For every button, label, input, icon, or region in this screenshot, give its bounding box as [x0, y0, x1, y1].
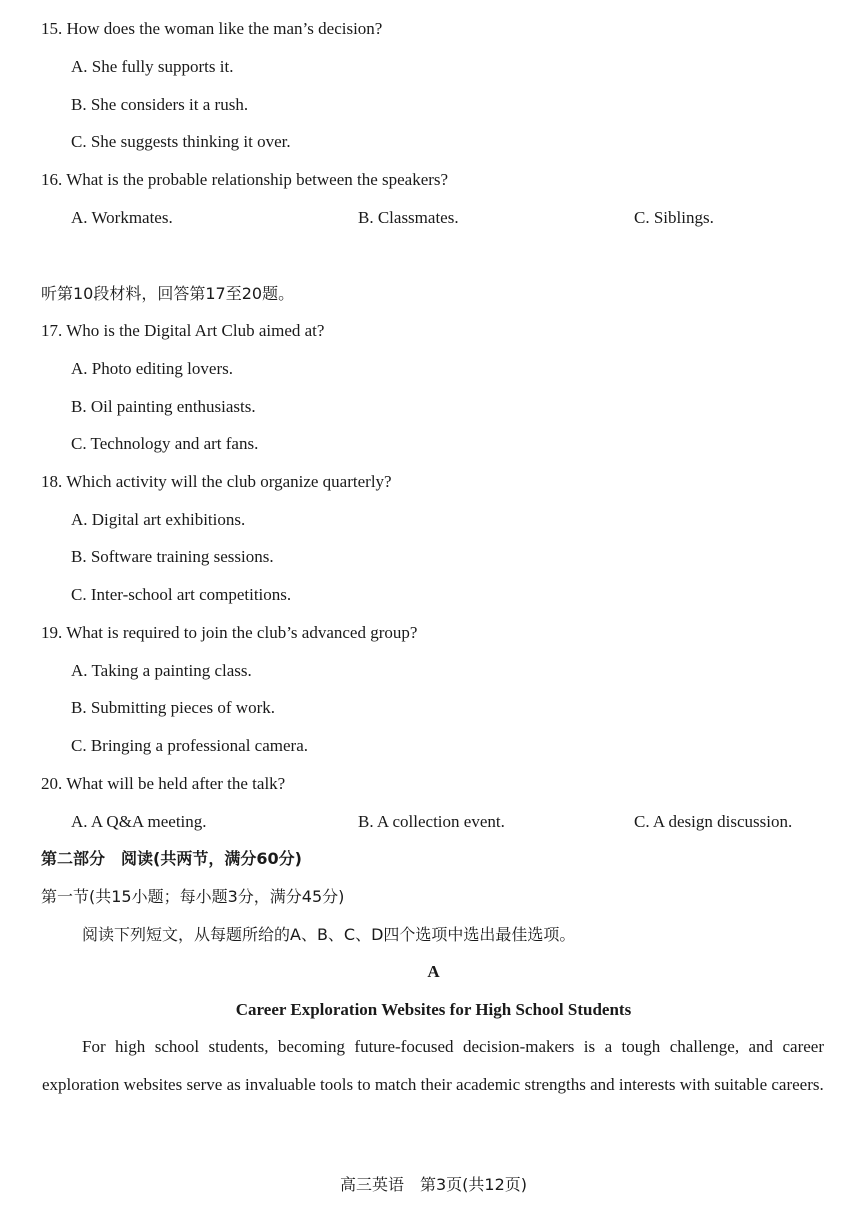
option-b: B. She considers it a rush.: [71, 95, 249, 114]
option-b: B. Software training sessions.: [71, 547, 274, 566]
option-b: B. A collection event.: [358, 812, 505, 831]
question-text: 19. What is required to join the club’s advanced group?: [41, 623, 418, 642]
option-a: A. Digital art exhibitions.: [71, 510, 246, 529]
passage-letter: A: [427, 962, 440, 981]
option-b: B. Submitting pieces of work.: [71, 698, 275, 717]
reading-instruction: 阅读下列短文，从每题所给的A、B、C、D四个选项中选出最佳选项。: [82, 925, 576, 944]
passage-paragraph: For high school students, becoming future-focused decision-makers is a tough challenge, and career exploration websites serve as invaluable tools to match their academic strengths and interests with suitable careers.: [42, 1037, 824, 1094]
question-text: 20. What will be held after the talk?: [41, 774, 286, 793]
option-a: A. A Q&A meeting.: [71, 812, 207, 831]
passage-title: Career Exploration Websites for High School Students: [235, 1000, 632, 1019]
option-c: C. Inter-school art competitions.: [71, 585, 292, 604]
question-text: 15. How does the woman like the man’s decision?: [41, 19, 383, 38]
section-instruction: 听第10段材料，回答第17至20题。: [41, 284, 295, 303]
option-a: A. She fully supports it.: [71, 57, 234, 76]
option-c: C. Technology and art fans.: [71, 434, 259, 453]
question-text: 18. Which activity will the club organize quarterly?: [41, 472, 392, 491]
option-c: C. Siblings.: [634, 208, 714, 227]
option-a: A. Taking a painting class.: [71, 661, 252, 680]
section-heading: 第一节(共15小题；每小题3分，满分45分): [41, 887, 345, 906]
option-c: C. Bringing a professional camera.: [71, 736, 308, 755]
question-text: 17. Who is the Digital Art Club aimed at?: [41, 321, 325, 340]
question-text: 16. What is the probable relationship between the speakers?: [41, 170, 449, 189]
option-b: B. Classmates.: [358, 208, 459, 227]
option-c: C. She suggests thinking it over.: [71, 132, 291, 151]
option-a: A. Workmates.: [71, 208, 173, 227]
option-a: A. Photo editing lovers.: [71, 359, 233, 378]
option-c: C. A design discussion.: [634, 812, 793, 831]
page-footer: 高三英语 第3页(共12页): [339, 1175, 528, 1194]
option-b: B. Oil painting enthusiasts.: [71, 397, 256, 416]
part-heading: 第二部分 阅读(共两节，满分60分): [41, 849, 302, 868]
